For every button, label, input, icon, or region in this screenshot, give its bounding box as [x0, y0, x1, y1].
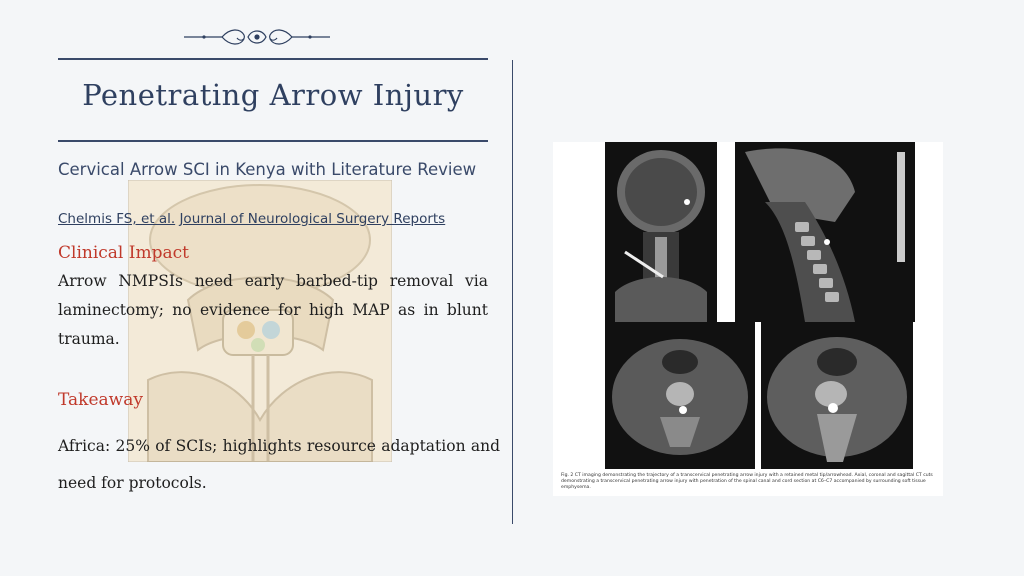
title-rule-top — [58, 58, 488, 60]
author-link[interactable]: Chelmis FS, et al. — [58, 211, 176, 227]
takeaway-text: Africa: 25% of SCIs; highlights resource adaptation and need for protocols. — [58, 437, 500, 492]
ct-axial-panel-left — [605, 322, 755, 469]
slide-title: Penetrating Arrow Injury — [82, 78, 464, 112]
article-subtitle: Cervical Arrow SCI in Kenya with Literature Review — [58, 160, 477, 179]
citation — [58, 211, 498, 227]
flourish-ornament-icon — [182, 26, 332, 48]
title-rule-bottom — [58, 140, 488, 142]
clinical-impact-heading: Clinical Impact — [58, 243, 189, 263]
figure-caption: Fig. 2 CT imaging demonstrating the trajectory of a transcervical penetrating arrow injury with a retained metal tip/arrowhead. Axial, coronal and sagittal CT cuts demonstrating a transcervical penetrating arrow injury with penetration of the spinal canal and cord section at C6–C7 accompanied by surrounding soft tissue emphysema. — [561, 473, 933, 490]
takeaway-heading: Takeaway — [58, 390, 143, 410]
journal-link[interactable]: Journal of Neurological Surgery Reports — [179, 211, 446, 227]
ct-axial-panel-right — [761, 322, 913, 469]
ct-sagittal-panel — [735, 142, 915, 322]
clinical-impact-text: Arrow NMPSIs need early barbed-tip removal via laminectomy; no evidence for high MAP as in blunt trauma. — [58, 272, 488, 348]
ct-coronal-panel — [605, 142, 717, 322]
ct-figure — [553, 142, 943, 496]
vertical-divider — [512, 60, 513, 524]
